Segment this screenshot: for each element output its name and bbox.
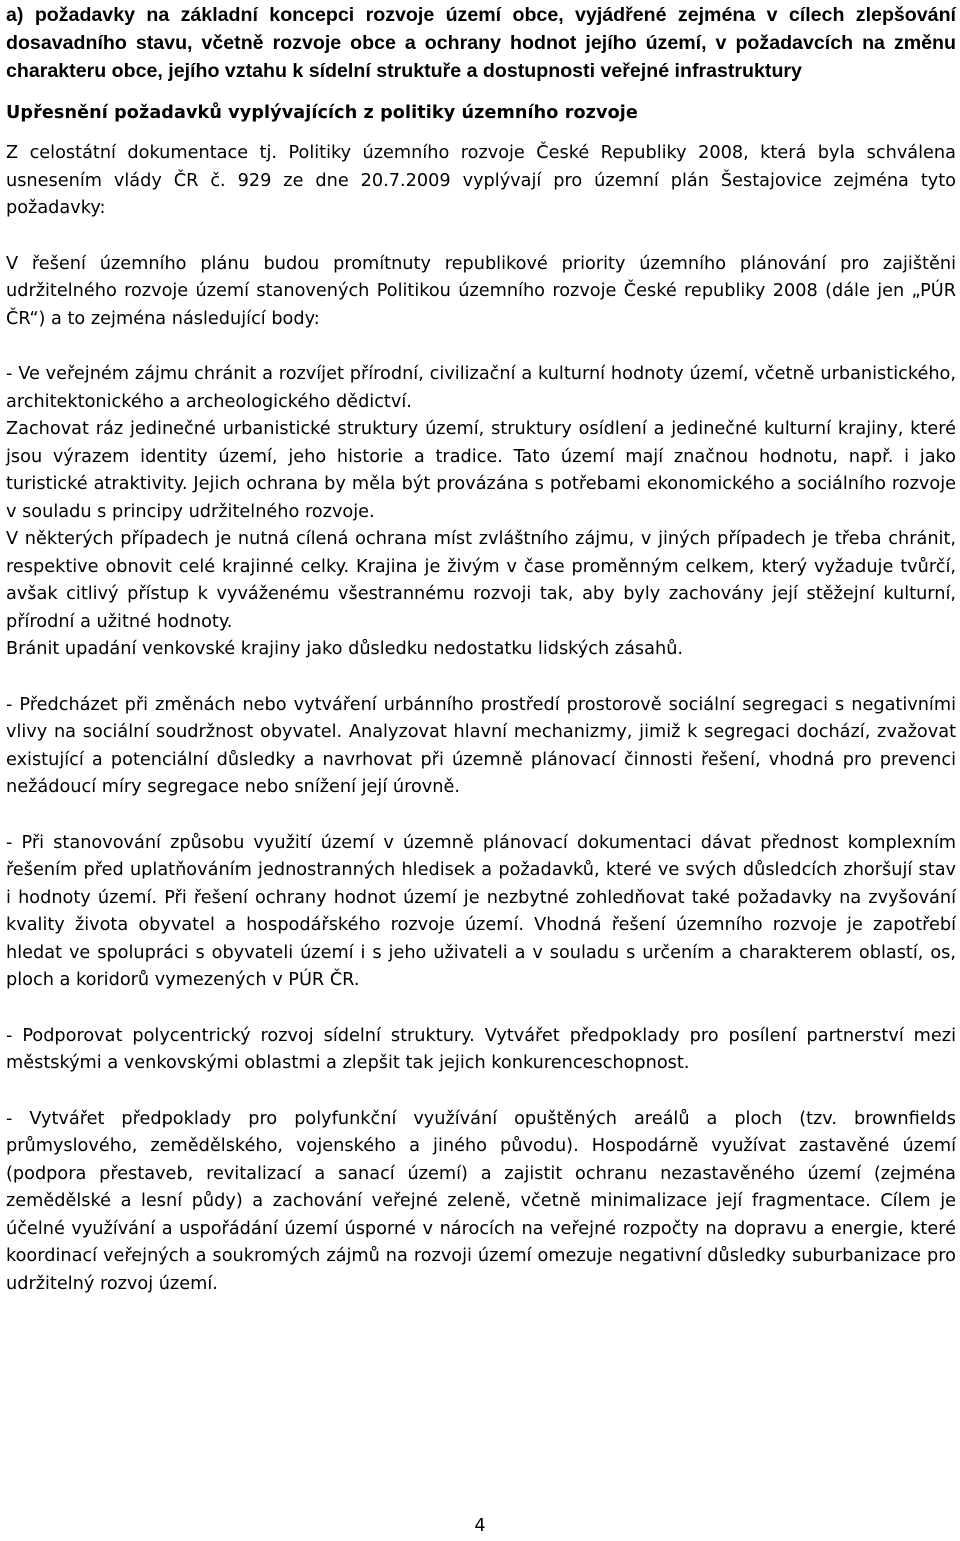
section-a-heading: [6, 0, 956, 85]
point-5-paragraph-1: - Vytvářet předpoklady pro polyfunkční využívání opuštěných areálů a ploch (tzv. brownfields průmyslového, zemědělského, vojenského a jiného původu). Hospodárně využívat zastavěné území (podpora přestaveb, revitalizací a sanací území) a zajistit ochranu nezastavěného území (zejména zemědělské a lesní půdy) a zachování veřejné zeleně, včetně minimalizace její fragmentace. Cílem je účelné využívání a uspořádání území úsporné v nárocích na veřejné rozpočty na dopravu a energie, které koordinací veřejných a soukromých zájmů na rozvoji území omezuje negativní důsledky suburbanizace pro udržitelný rozvoj území.: [6, 1108, 956, 1294]
section-a-heading-text: požadavky na základní koncepci rozvoje území obce, vyjádřené zejména v cílech zlepšování dosavadního stavu, včetně rozvoje obce a ochrany hodnot jejího území, v požadavcích na změnu charakteru obce, jejího vztahu k sídelní struktuře a dostupnosti veřejné infrastruktury: [6, 4, 956, 82]
point-3-paragraph-1: - Při stanovování způsobu využití území v územně plánovací dokumentaci dávat přednost komplexním řešením před uplatňováním jednostranných hledisek a požadavků, které ve svých důsledcích zhoršují stav i hodnoty území. Při řešení ochrany hodnot území je nezbytné zohledňovat také požadavky na zvyšování kvality života obyvatel a hospodářského rozvoje území. Vhodná řešení územního rozvoje je zapotřebí hledat ve spolupráci s obyvateli území i s jeho uživateli a v souladu s určením a charakterem oblastí, os, ploch a koridorů vymezených v PÚR ČR.: [6, 832, 956, 990]
intro-paragraph: Z celostátní dokumentace tj. Politiky územního rozvoje České Republiky 2008, která byla schválena usnesením vlády ČR č. 929 ze dne 20.7.2009 vyplývají pro územní plán Šestajovice zejména tyto požadavky:: [6, 143, 956, 218]
point-4-paragraph-1: - Podporovat polycentrický rozvoj sídelní struktury. Vytvářet předpoklady pro posílení partnerství mezi městskými a venkovskými oblastmi a zlepšit tak jejich konkurenceschopnost.: [6, 1025, 956, 1073]
point-1-paragraph-3: V některých případech je nutná cílená ochrana míst zvláštního zájmu, v jiných případech je třeba chránit, respektive obnovit celé krajinné celky. Krajina je živým v čase proměnným celkem, který vyžaduje tvůrčí, avšak citlivý přístup k vyváženému všestrannému rozvoji tak, aby byly zachovány její stěžejní kulturní, přírodní a užitné hodnoty.: [6, 529, 956, 632]
document-page: [6, 0, 956, 1298]
point-1: [6, 361, 956, 664]
point-4: [6, 1023, 956, 1078]
point-1-paragraph-1: - Ve veřejném zájmu chránit a rozvíjet přírodní, civilizační a kulturní hodnoty území, včetně urbanistického, architektonického a archeologického dědictví.: [6, 364, 956, 412]
point-1-paragraph-4: Bránit upadání venkovské krajiny jako důsledku nedostatku lidských zásahů.: [6, 639, 684, 659]
point-5: [6, 1106, 956, 1299]
priorities-intro-paragraph: V řešení územního plánu budou promítnuty republikové priority územního plánování pro zajištěni udržitelného rozvoje území stanovených Politikou územního rozvoje České republiky 2008 (dále jen „PÚR ČR“) a to zejména následující body:: [6, 253, 956, 329]
section-a-number: a): [6, 4, 24, 26]
subheading: Upřesnění požadavků vyplývajících z politiky územního rozvoje: [6, 103, 638, 123]
point-1-paragraph-2: Zachovat ráz jedinečné urbanistické struktury území, struktury osídlení a jedinečné kulturní krajiny, které jsou výrazem identity území, jeho historie a tradice. Tato území mají značnou hodnotu, např. i jako turistické atraktivity. Jejich ochrana by měla být provázána s potřebami ekonomického a sociálního rozvoje v souladu s principy udržitelného rozvoje.: [6, 419, 956, 522]
page-number: 4: [474, 1516, 486, 1536]
point-2-paragraph-1: - Předcházet při změnách nebo vytváření urbánního prostředí prostorově sociální segregaci s negativními vlivy na sociální soudržnost obyvatel. Analyzovat hlavní mechanizmy, jimiž k segregaci dochází, zvažovat existující a potenciální důsledky a navrhovat při územně plánovací činnosti řešení, vhodná pro prevenci nežádoucí míry segregace nebo snížení její úrovně.: [6, 694, 956, 797]
point-3: [6, 830, 956, 995]
point-2: [6, 692, 956, 802]
